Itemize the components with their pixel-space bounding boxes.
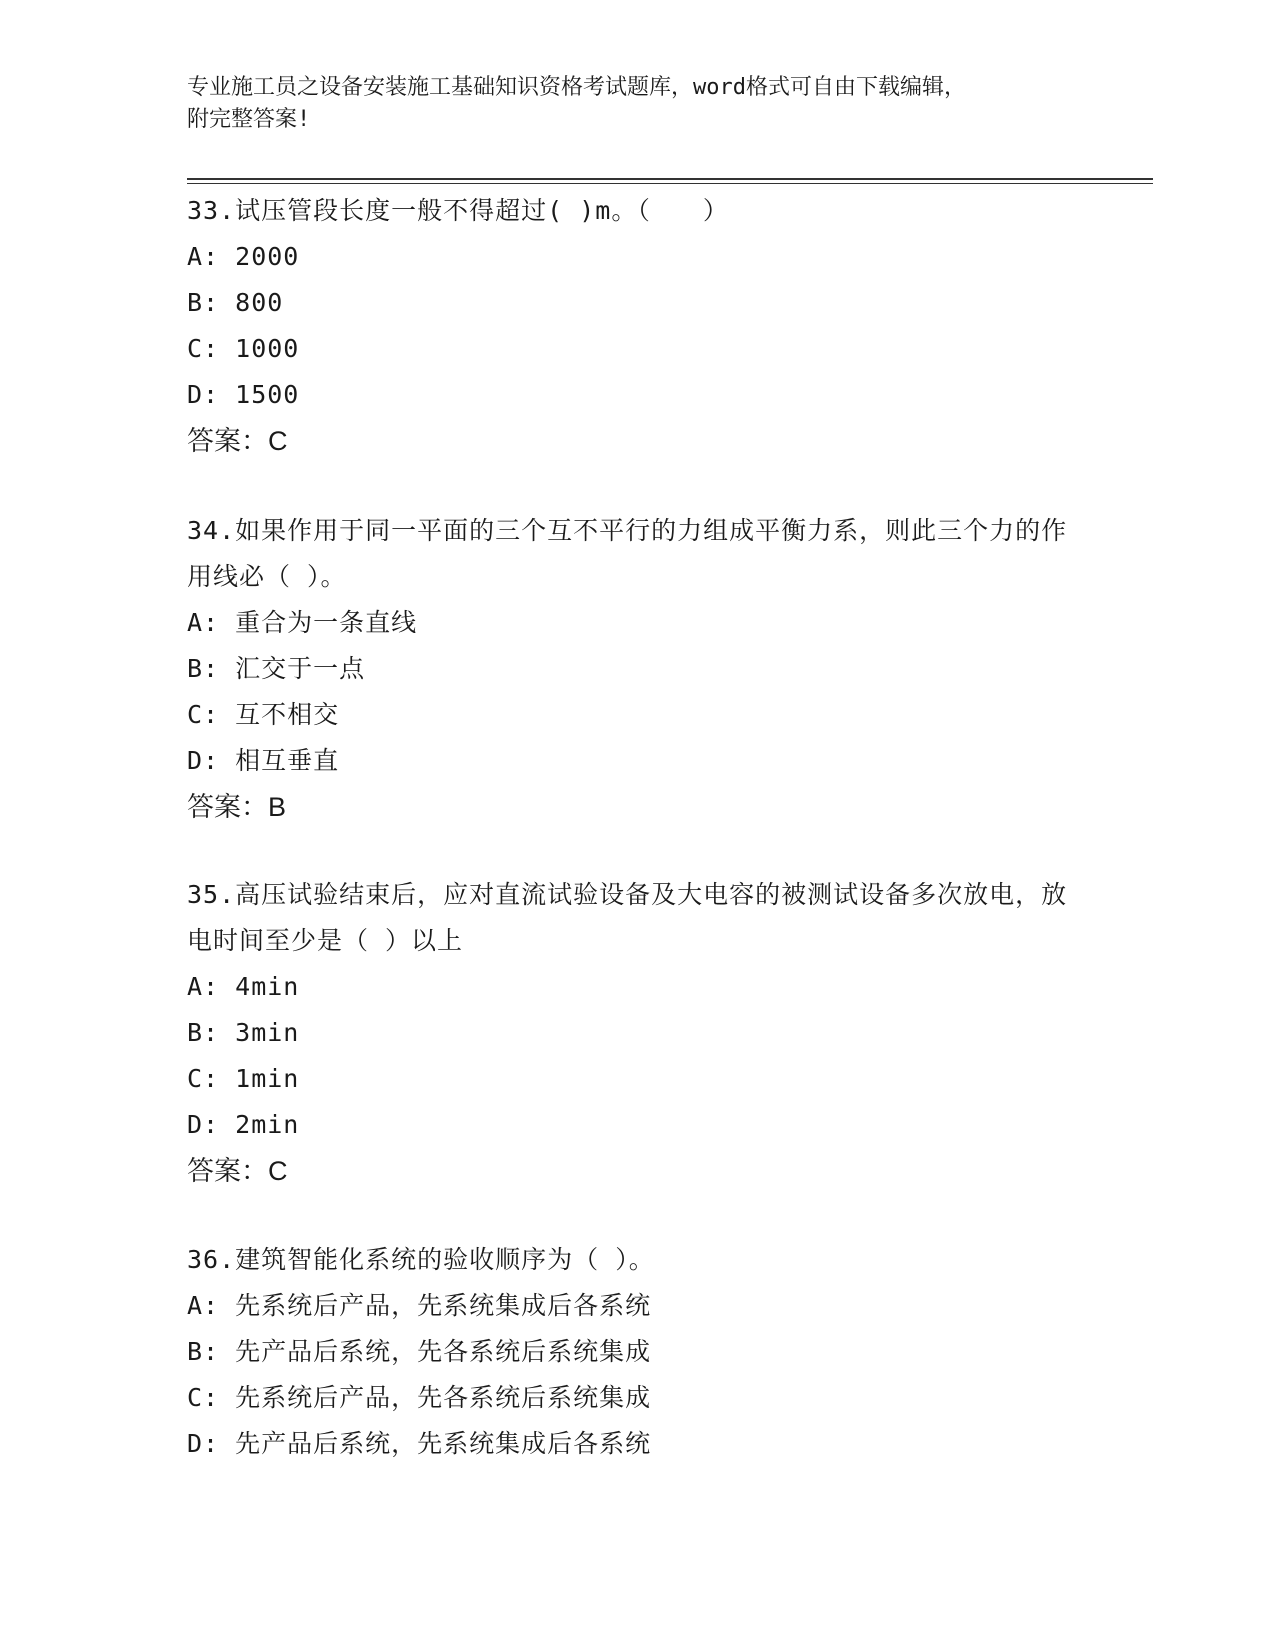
- option-c: C: 互不相交: [187, 700, 340, 729]
- option-a: A: 重合为一条直线: [187, 608, 418, 637]
- question-stem: 36.建筑智能化系统的验收顺序为（ ）。: [187, 1245, 655, 1274]
- option-b: B: 汇交于一点: [187, 654, 366, 683]
- option-b: B: 先产品后系统，先各系统后系统集成: [187, 1337, 652, 1366]
- question-36: [187, 1237, 1087, 1467]
- option-d: D: 相互垂直: [187, 746, 340, 775]
- header-line-2: 附完整答案!: [187, 107, 311, 132]
- header-line-1: 专业施工员之设备安装施工基础知识资格考试题库，word格式可自由下载编辑，: [187, 75, 966, 100]
- header-divider-thick: [187, 178, 1153, 180]
- option-c: C: 先系统后产品，先各系统后系统集成: [187, 1383, 652, 1412]
- question-35: [187, 872, 1087, 1194]
- option-d: D: 2min: [187, 1110, 300, 1139]
- answer-line: 答案：B: [187, 792, 287, 822]
- question-stem: 33.试压管段长度一般不得超过( )m。（ ）: [187, 196, 729, 225]
- header-divider-thin: [187, 183, 1153, 184]
- question-33: [187, 188, 1087, 464]
- option-d: D: 先产品后系统，先系统集成后各系统: [187, 1429, 652, 1458]
- option-a: A: 先系统后产品，先系统集成后各系统: [187, 1291, 652, 1320]
- answer-line: 答案：C: [187, 1156, 288, 1186]
- document-header: [187, 72, 1117, 136]
- question-34: [187, 508, 1087, 830]
- option-c: C: 1000: [187, 334, 300, 363]
- option-b: B: 3min: [187, 1018, 300, 1047]
- question-stem: 34.如果作用于同一平面的三个互不平行的力组成平衡力系，则此三个力的作用线必（ ）。: [187, 516, 1068, 591]
- option-c: C: 1min: [187, 1064, 300, 1093]
- option-b: B: 800: [187, 288, 284, 317]
- answer-line: 答案：C: [187, 426, 288, 456]
- question-stem: 35.高压试验结束后，应对直流试验设备及大电容的被测试设备多次放电，放电时间至少是（ ）以上: [187, 880, 1068, 955]
- option-a: A: 4min: [187, 972, 300, 1001]
- option-a: A: 2000: [187, 242, 300, 271]
- option-d: D: 1500: [187, 380, 300, 409]
